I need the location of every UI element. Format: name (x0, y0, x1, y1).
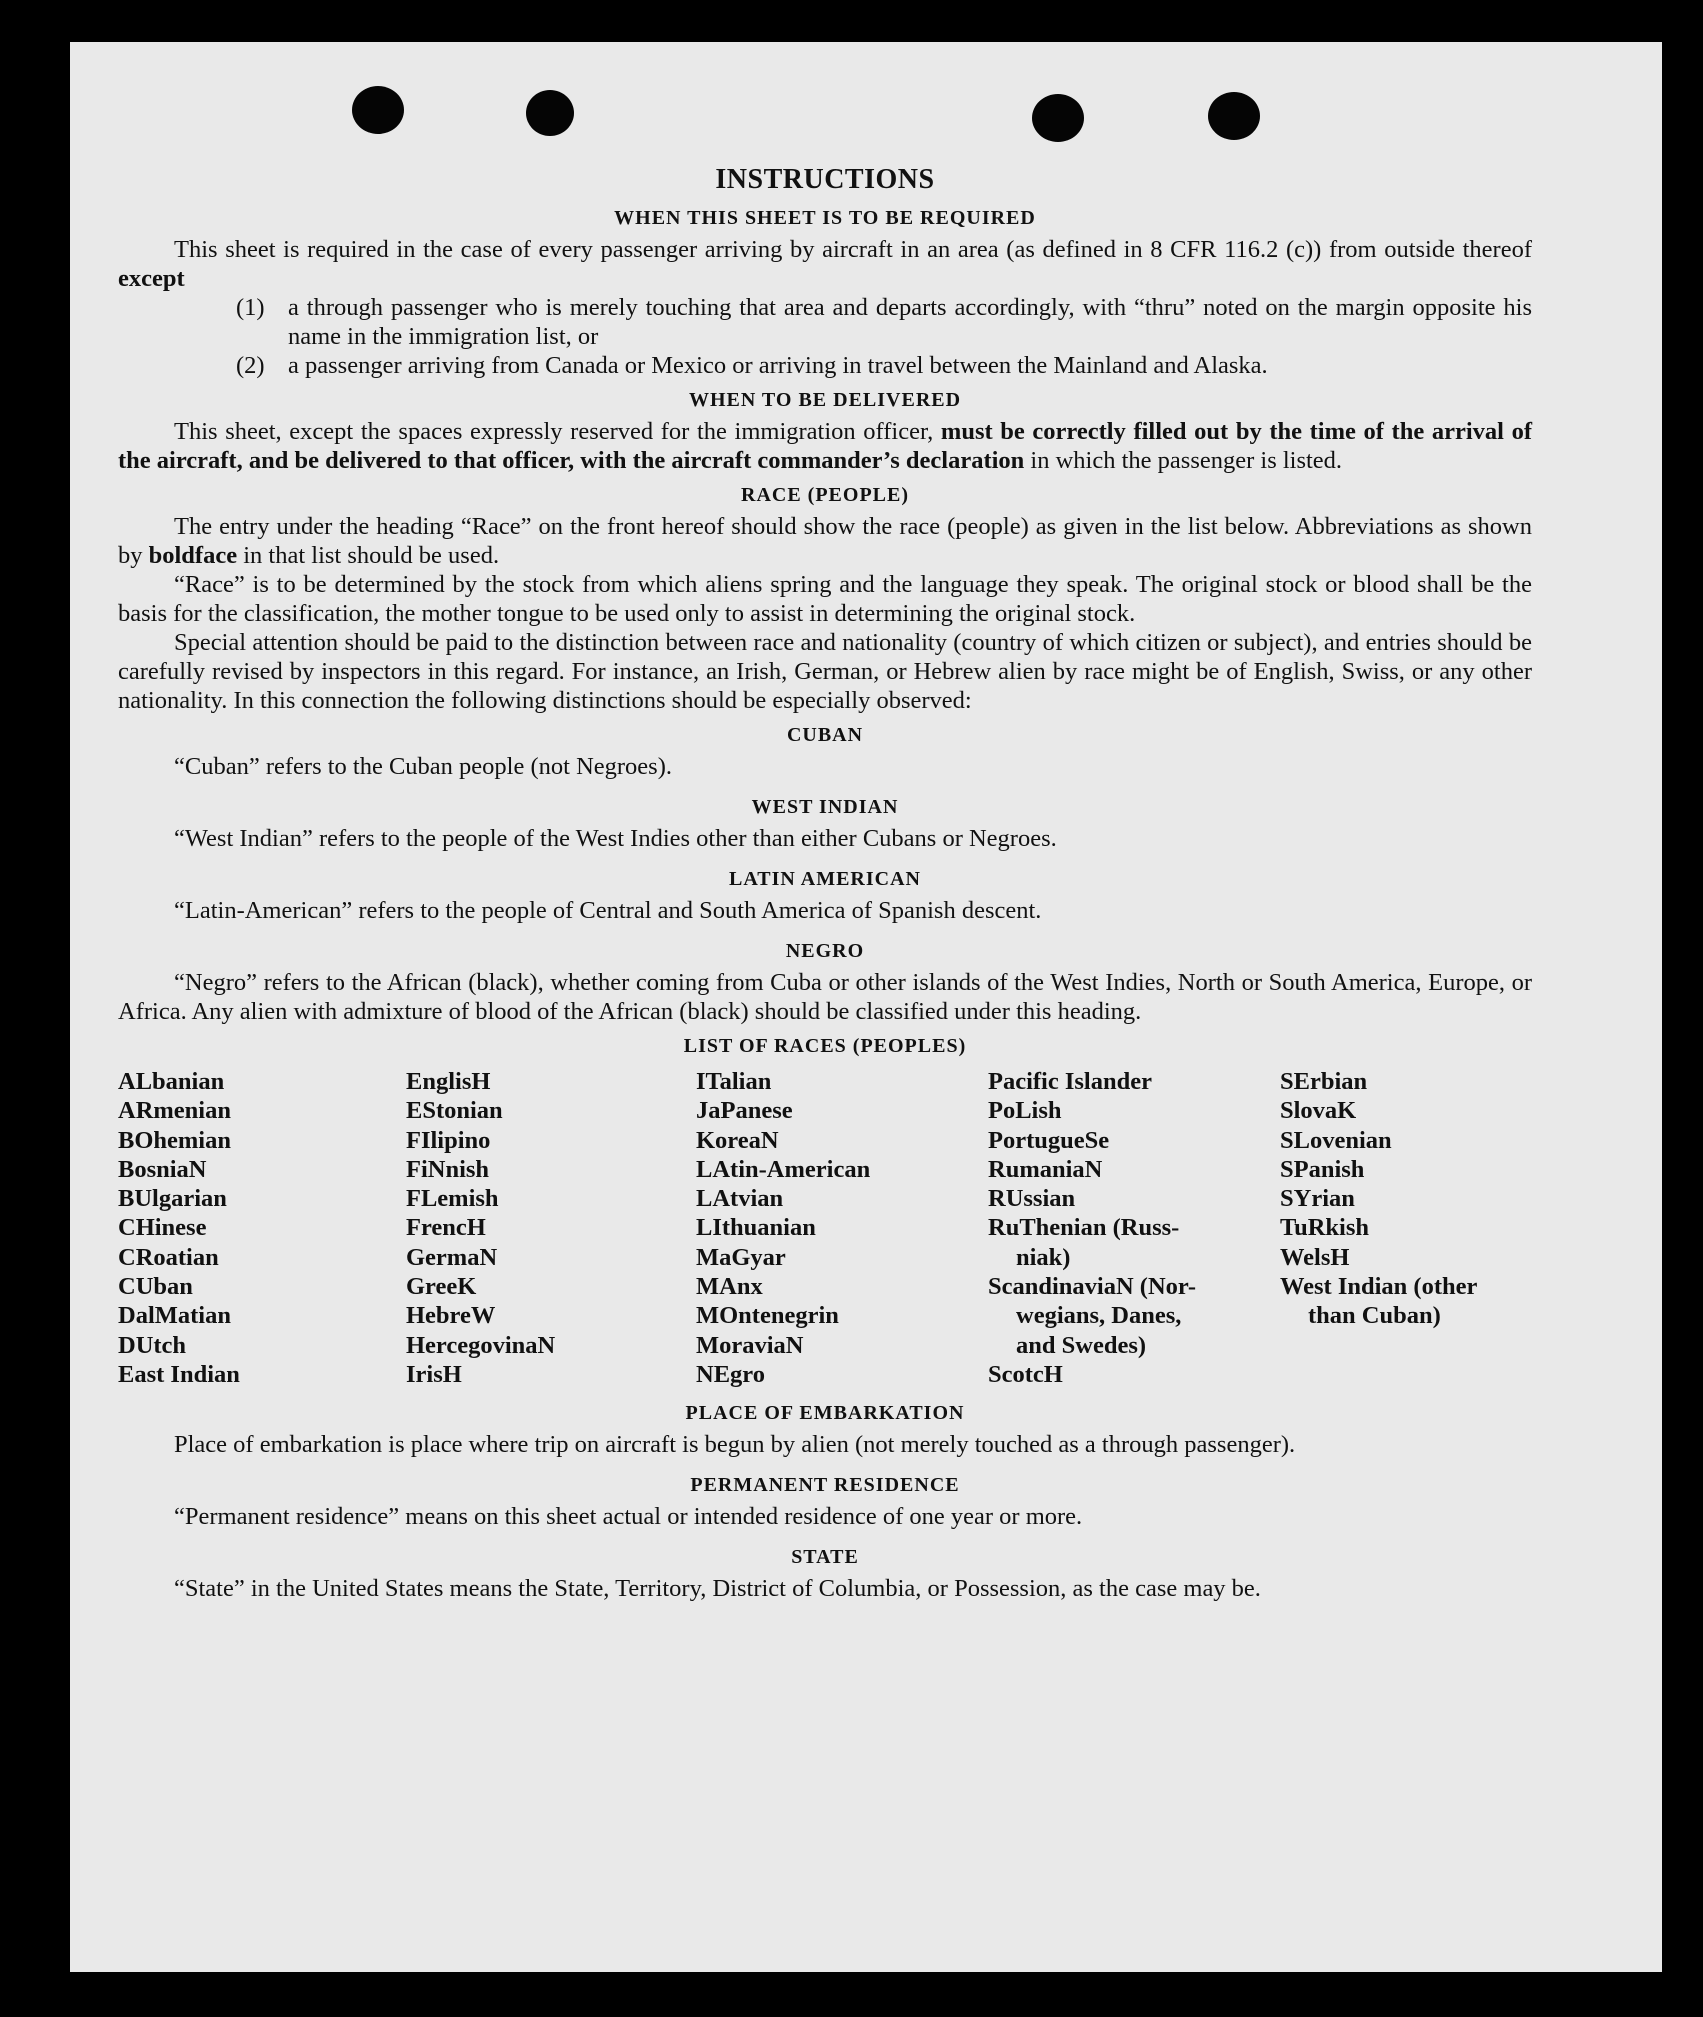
race-entry: FiNnish (406, 1155, 490, 1183)
race-entry: SlovaK (1280, 1097, 1357, 1125)
race-entry: PoLish (988, 1097, 1062, 1125)
races-column (696, 1067, 988, 1389)
race-entry: ScotcH (988, 1360, 1063, 1388)
race-entry: DUtch (118, 1331, 187, 1359)
list-item: (2) a passenger arriving from Canada or Mexico or arriving in travel between the Mainland and Alaska. (236, 352, 1268, 379)
race-entry: LAtin-American (696, 1155, 871, 1183)
punch-hole (1032, 94, 1084, 142)
race-entry: HebreW (406, 1302, 496, 1330)
heading-race: RACE (PEOPLE) (741, 484, 909, 506)
race-entry: niak) (1016, 1243, 1071, 1271)
races-column (1280, 1067, 1532, 1389)
embarkation-text: Place of embarkation is place where trip on aircraft is begun by alien (not merely touched as a through passenger). (174, 1431, 1296, 1459)
race-entry: RuThenian (Russ- (988, 1214, 1180, 1242)
required-intro: This sheet is required in the case of every passenger arriving by aircraft in an area (as defined in 8 CFR 116.2 (c)) from outside thereof except (118, 236, 1532, 292)
race-entry: ScandinaviaN (Nor- (988, 1273, 1197, 1301)
race-entry: MAnx (696, 1273, 763, 1301)
race-entry: CUban (118, 1273, 193, 1301)
race-entry: ITalian (696, 1068, 772, 1095)
race-entry: GermaN (406, 1243, 498, 1271)
race-entry: CHinese (118, 1214, 207, 1242)
cuban-text: “Cuban” refers to the Cuban people (not Negroes). (174, 753, 672, 780)
race-paragraph: Special attention should be paid to the distinction between race and nationality (country of which citizen or subject), and entries should be carefully revised by inspectors in this regard. For instance, an Irish, German, or Hebrew alien by race might be of English, Swiss, or any other nationality. In this connection the following distinctions should be especially observed: (118, 629, 1532, 714)
race-entry: RumaniaN (988, 1155, 1103, 1183)
race-entry: DalMatian (118, 1302, 231, 1330)
heading-delivered: WHEN TO BE DELIVERED (688, 389, 962, 411)
west-indian-text: “West Indian” refers to the people of the West Indies other than either Cubans or Negroes. (174, 825, 1057, 852)
heading-negro: NEGRO (785, 940, 865, 962)
instructions-content (118, 162, 1532, 1603)
heading-permanent-residence: PERMANENT RESIDENCE (690, 1474, 960, 1497)
race-entry: SLovenian (1280, 1126, 1392, 1154)
page-title: INSTRUCTIONS (715, 164, 935, 195)
race-entry: GreeK (406, 1273, 477, 1301)
punch-hole (1208, 92, 1260, 140)
race-paragraph: The entry under the heading “Race” on the front hereof should show the race (people) as given in the list below. Abbreviations as shown by boldface in that list should be used. (118, 513, 1532, 569)
punch-hole (352, 86, 404, 134)
residence-text: “Permanent residence” means on this sheet actual or intended residence of one year or more. (174, 1503, 1083, 1531)
race-entry: EnglisH (406, 1068, 491, 1095)
list-item: (1) a through passenger who is merely touching that area and departs accordingly, with “thru” noted on the margin opposite his name in the immigration list, or (236, 294, 1532, 350)
heading-list-of-races: LIST OF RACES (PEOPLES) (683, 1035, 967, 1057)
race-entry: TuRkish (1280, 1214, 1370, 1242)
race-entry: PortugueSe (988, 1126, 1110, 1154)
race-entry: WelsH (1280, 1243, 1350, 1271)
races-column (118, 1067, 406, 1389)
race-entry: LAtvian (696, 1185, 784, 1213)
heading-required: WHEN THIS SHEET IS TO BE REQUIRED (614, 207, 1036, 229)
punch-hole (526, 90, 574, 136)
race-entry: BosniaN (118, 1155, 207, 1183)
race-entry: FrencH (406, 1214, 486, 1242)
race-entry: MaGyar (696, 1243, 786, 1271)
race-entry: SErbian (1280, 1068, 1368, 1095)
race-entry: BOhemian (118, 1126, 231, 1154)
race-entry: MOntenegrin (696, 1302, 839, 1330)
race-entry: NEgro (696, 1360, 765, 1388)
heading-west-indian: WEST INDIAN (751, 796, 899, 818)
race-entry: ALbanian (118, 1068, 225, 1095)
delivered-text: This sheet, except the spaces expressly reserved for the immigration officer, must be correctly filled out by the time of the arrival of the aircraft, and be delivered to that officer, with the aircraft commander’s declaration in which the passenger is listed. (118, 418, 1533, 474)
race-entry: SYrian (1280, 1185, 1355, 1213)
state-text: “State” in the United States means the State, Territory, District of Columbia, or Possession, as the case may be. (174, 1575, 1261, 1603)
races-column (988, 1067, 1280, 1389)
race-entry: than Cuban) (1308, 1302, 1441, 1330)
race-entry: MoraviaN (696, 1331, 804, 1359)
race-entry: and Swedes) (1016, 1331, 1147, 1359)
race-entry: CRoatian (118, 1243, 219, 1271)
race-entry: IrisH (406, 1360, 462, 1388)
heading-embarkation: PLACE OF EMBARKATION (685, 1402, 965, 1425)
race-entry: LIthuanian (696, 1214, 816, 1242)
race-entry: FLemish (406, 1185, 499, 1213)
race-entry: ARmenian (118, 1097, 231, 1125)
document-sheet (70, 42, 1662, 1972)
latin-american-text: “Latin-American” refers to the people of Central and South America of Spanish descent. (174, 897, 1042, 924)
races-table (118, 1067, 1532, 1389)
race-entry: BUlgarian (118, 1185, 227, 1213)
heading-cuban: CUBAN (786, 724, 864, 746)
negro-text: “Negro” refers to the African (black), whether coming from Cuba or other islands of the West Indies, North or South America, Europe, or Africa. Any alien with admixture of blood of the African (black) should be classified under this heading. (118, 969, 1532, 1025)
race-entry: wegians, Danes, (1016, 1302, 1182, 1330)
race-paragraph: “Race” is to be determined by the stock from which aliens spring and the language they speak. The original stock or blood shall be the basis for the classification, the mother tongue to be used only to assist in determining the original stock. (118, 571, 1532, 627)
race-entry: HercegovinaN (406, 1331, 556, 1359)
race-entry: SPanish (1280, 1155, 1365, 1183)
heading-state: STATE (791, 1546, 859, 1569)
heading-latin-american: LATIN AMERICAN (729, 868, 921, 890)
race-entry: East Indian (118, 1360, 240, 1388)
race-entry: West Indian (other (1280, 1273, 1478, 1301)
race-entry: RUssian (988, 1185, 1076, 1213)
race-entry: KoreaN (696, 1126, 779, 1154)
races-column (406, 1067, 696, 1389)
race-entry: JaPanese (696, 1097, 793, 1125)
race-entry: EStonian (406, 1097, 503, 1125)
race-entry: Pacific Islander (988, 1068, 1152, 1095)
race-entry: FIlipino (406, 1126, 491, 1154)
